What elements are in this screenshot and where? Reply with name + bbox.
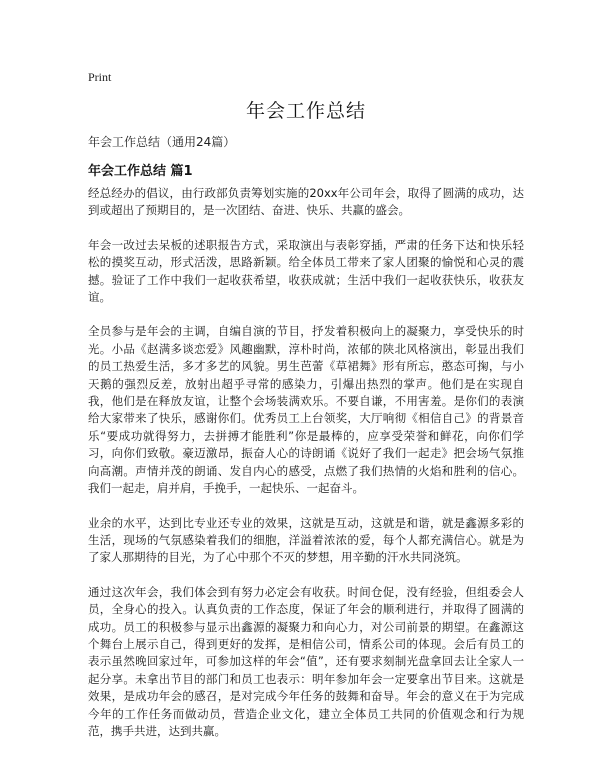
section-heading: 年会工作总结 篇1 — [88, 164, 193, 179]
article-body — [88, 185, 524, 757]
paragraph-3: 全员参与是年会的主调，自编自演的节目，抒发着积极向上的凝聚力，享受快乐的时光。小品《赵满多谈恋爱》风趣幽默，淳朴时尚，浓郁的陕北风格演出，彰显出我们的员工热爱生活，多才多艺的风貌。男生芭蕾《草裙舞》形有所忘，憨态可掬，与小天鹅的强烈反差，放射出超乎寻常的感染力，引爆出热烈的掌声。他们是在实现自我，他们是在释放友谊，让整个会场装满欢乐。不要自谦，不用害羞。是你们的表演给大家带来了快乐，感谢你们。优秀员工上台领奖，大厅响彻《相信自己》的背景音乐“要成功就得努力，去拼搏才能胜利”你是最棒的，应享受荣誉和鲜花，向你们学习，向你们致敬。豪迈激昂，振奋人心的诗朗诵《说好了我们一起走》把会场气氛推向高潮。声情并茂的朗诵、发自内心的感受，点燃了我们热情的火焰和胜利的信心。我们一起走，肩并肩，手挽手，一起快乐、一起奋斗。 — [88, 324, 524, 496]
paragraph-4: 业余的水平，达到比专业还专业的效果，这就是互动，这就是和谐，就是鑫源多彩的生活，现场的气氛感染着我们的细胞，洋溢着浓浓的爱，每个人都充满信心。就是为了家人那期待的目光，为了心中那个不灭的梦想，用辛勤的汗水共同浇筑。 — [88, 515, 524, 565]
paragraph-2: 年会一改过去呆板的述职报告方式，采取演出与表彰穿插，严肃的任务下达和快乐轻松的摸奖互动，形式活泼，思路新颖。给全体员工带来了家人团聚的愉悦和心灵的震撼。验证了工作中我们一起收获希望，收获成就；生活中我们一起收获快乐，收获友谊。 — [88, 237, 524, 305]
page-title: 年会工作总结 — [245, 100, 366, 122]
print-link[interactable]: Print — [88, 70, 112, 84]
paragraph-5: 通过这次年会，我们体会到有努力必定会有收获。时间仓促，没有经验，但组委会人员，全身心的投入。认真负责的工作态度，保证了年会的顺利进行，并取得了圆满的成功。员工的积极参与显示出鑫源的凝聚力和向心力，对公司前景的期望。在鑫源这个舞台上展示自己，得到更好的发挥，是相信公司，情系公司的体现。会后有员工的表示虽然晚回家过年，可参加这样的年会“值”，还有要求刻制光盘拿回去让全家人一起分享。未拿出节目的部门和员工也表示：明年参加年会一定要拿出节目来。这就是效果，是成功年会的感召，是对完成今年任务的鼓舞和奋导。年会的意义在于为完成今年的工作任务而做动员，营造企业文化，建立全体员工共同的价值观念和行为规范，携手共进，达到共赢。 — [88, 584, 524, 738]
paragraph-1: 经总经办的倡议，由行政部负责筹划实施的20xx年公司年会，取得了圆满的成功，达到或超出了预期目的，是一次团结、奋进、快乐、共赢的盛会。 — [88, 186, 524, 218]
document-subtitle: 年会工作总结（通用24篇） — [88, 135, 236, 149]
